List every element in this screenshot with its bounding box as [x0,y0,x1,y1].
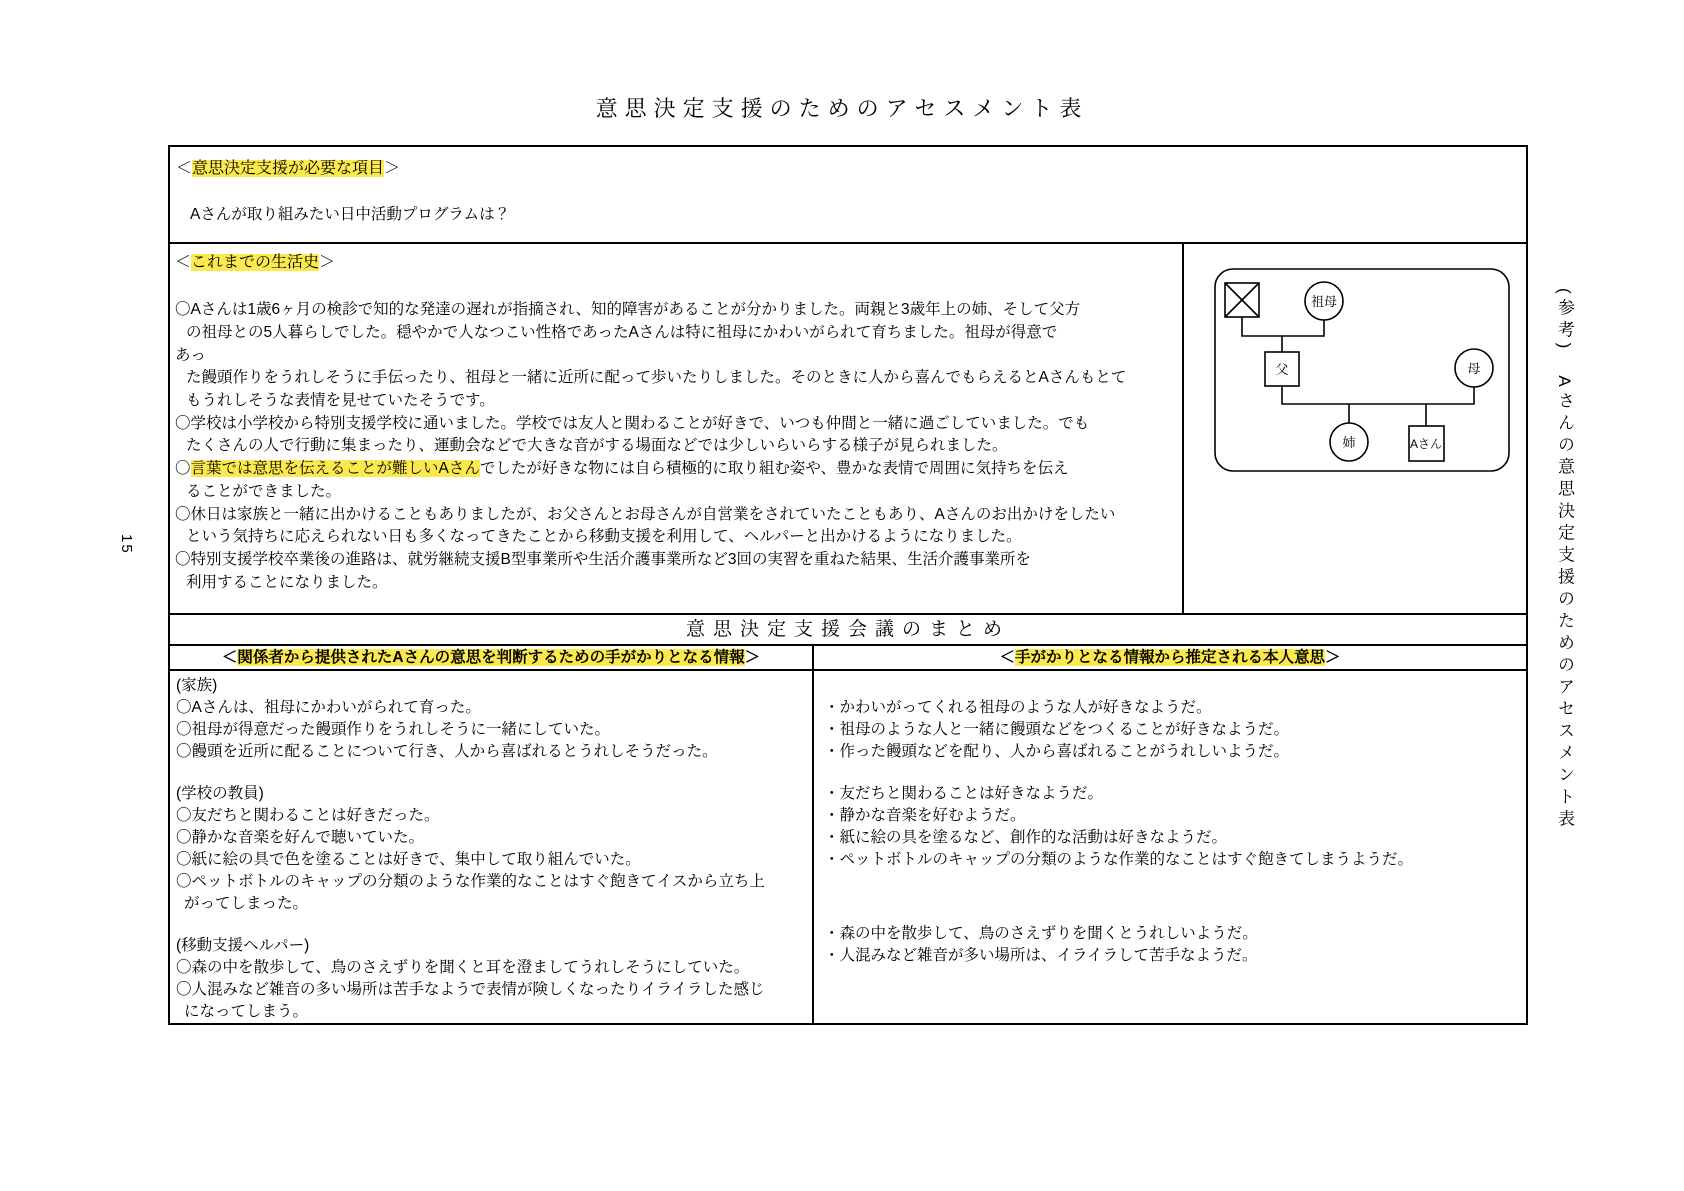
family-genogram [1184,244,1528,618]
inferred-item: ・友だちと関わることは好きなようだ。 [824,785,1104,802]
life-history-line: ることができました。 [186,482,342,500]
inferred-item: ・作った饅頭などを配り、人から喜ばれることがうれしいようだ。 [824,743,1290,760]
clue-item: 〇人混みなど雑音の多い場所は苦手なようで表情が険しくなったりイライラした感じ [176,981,765,998]
inferred-will-column-header-text: 手がかりとなる情報から推定される本人意思 [1014,649,1325,666]
section-life-history-row [170,244,1526,615]
clue-item: 〇ペットボトルのキャップの分類のような作業的なことはすぐ飽きてイスから立ち上 [176,873,765,890]
clues-column-header-text: 関係者から提供されたAさんの意思を判断するための手がかりとなる情報 [237,649,745,666]
genogram-label-sister: 姉 [1342,435,1356,451]
genogram-couple-line-parents [1282,386,1474,404]
highlight-line-post: でしたが好きな物には自ら積極的に取り組む姿や、豊かな表情で周囲に気持ちを伝え [479,460,1069,478]
clue-item-continued: がってしまった。 [184,895,309,912]
angle-open: ＜ [221,649,238,666]
inferred-item: ・ペットボトルのキャップの分類のような作業的なことはすぐ飽きてしまうようだ。 [824,851,1414,868]
genogram-label-person-a: Aさん [1409,437,1443,452]
items-needed-heading-text: 意思決定支援が必要な項目 [192,160,385,177]
clue-item: 〇友だちと関わることは好きだった。 [176,807,440,824]
inferred-will-block-family [824,697,1526,763]
highlight-line-pre: 〇 [175,460,191,478]
meeting-content-row [170,671,1526,1023]
meeting-column-headers [170,646,1526,671]
clue-item: 〇森の中を散歩して、鳥のさえずりを聞くと耳を澄ましてうれしそうにしていた。 [176,959,750,976]
inferred-will-column-header [814,646,1526,669]
source-label-helper: (移動支援ヘルパー) [176,937,310,954]
clue-item: 〇祖母が得意だった饅頭作りをうれしそうに一緒にしていた。 [176,721,611,738]
section-life-history [170,244,1184,613]
inferred-item: ・かわいがってくれる祖母のような人が好きなようだ。 [824,699,1212,716]
angle-open: ＜ [999,649,1015,666]
page-title: 意思決定支援のためのアセスメント表 [595,96,1089,121]
clues-column-header [170,646,814,669]
clue-item: 〇静かな音楽を好んで聴いていた。 [176,829,425,846]
clue-item: 〇紙に絵の具で色を塗ることは好きで、集中して取り組んでいた。 [176,851,641,868]
clue-item: 〇饅頭を近所に配ることについて行き、人から喜ばれるとうれしそうだった。 [176,743,718,760]
clue-item-continued: になってしまう。 [184,1003,309,1020]
section-items-needed-heading [176,155,1520,178]
highlight-line-text: 言葉では意思を伝えることが難しいAさん [190,460,480,478]
genogram-label-mother: 母 [1467,361,1481,377]
life-history-heading-text: これまでの生活史 [191,254,320,272]
angle-open: ＜ [175,254,192,272]
source-label-family: (家族) [176,677,218,694]
life-history-line: という気持ちに応えられない日も多くなってきたことから移動支援を利用して、ヘルパーと出かけるようになりました。 [186,528,1022,546]
life-history-line: 〇学校は小学校から特別支援学校に通いました。学校では友人と関わることが好きで、いつも仲間と一緒に過ごしていました。でも [175,414,1090,432]
assessment-table [168,145,1528,1025]
life-history-line: あっ [175,346,206,364]
genogram-couple-line-grandparents [1242,317,1324,336]
clues-column [170,671,814,1023]
life-history-line: 〇特別支援学校卒業後の進路は、就労継続支援B型事業所や生活介護事業所など3回の実習を重ねた結果、生活介護事業所を [175,550,1031,568]
life-history-line: もうれしそうな表情を見せていたそうです。 [186,392,495,410]
inferred-item: ・森の中を散歩して、鳥のさえずりを聞くとうれしいようだ。 [824,925,1258,942]
genogram-label-father: 父 [1275,362,1289,378]
inferred-item: ・人混みなど雑音が多い場所は、イライラして苦手なようだ。 [824,947,1258,964]
clue-item: 〇Aさんは、祖母にかわいがられて育った。 [176,699,481,716]
life-history-line: 利用することになりました。 [186,573,388,591]
life-history-line: 〇休日は家族と一緒に出かけることもありましたが、お父さんとお母さんが自営業をされていたこともあり、Aさんのお出かけをしたい [175,505,1116,523]
meeting-summary-title: 意思決定支援会議のまとめ [170,615,1526,646]
inferred-will-column [814,671,1526,1023]
page-number: 15 [118,534,135,555]
inferred-item: ・祖母のような人と一緒に饅頭などをつくることが好きなようだ。 [824,721,1290,738]
source-label-school: (学校の教員) [176,785,264,802]
side-caption: (参考) Aさんの意思決定支援のためのアセスメント表 [1555,288,1574,832]
items-needed-question: Aさんが取り組みたい日中活動プログラムは？ [190,206,511,223]
inferred-will-block-school [824,783,1526,871]
inferred-will-block-helper [824,923,1526,967]
angle-close: ＞ [384,160,401,177]
inferred-item: ・静かな音楽を好むようだ。 [824,807,1026,824]
inferred-item: ・紙に絵の具を塗るなど、創作的な活動は好きなようだ。 [824,829,1228,846]
life-history-line: た饅頭作りをうれしそうに手伝ったり、祖母と一緒に近所に配って歩いたりしました。そのときに人から喜んでもらえるとAさんもとて [186,369,1127,387]
angle-close: ＞ [319,254,336,272]
genogram-cell [1184,244,1526,613]
life-history-line: 〇Aさんは1歳6ヶ月の検診で知的な発達の遅れが指摘され、知的障害があることが分かりました。両親と3歳年上の姉、そして父方 [175,301,1081,319]
life-history-heading [175,249,1178,272]
life-history-line: たくさんの人で行動に集まったり、運動会などで大きな音がする場面などでは少しいらいらする様子が見られました。 [186,437,1008,455]
angle-close: ＞ [744,649,761,666]
genogram-label-grandmother: 祖母 [1310,294,1338,310]
life-history-line: の祖母との5人暮らしでした。穏やかで人なつこい性格であったAさんは特に祖母にかわいがられて育ちました。祖母が得意で [186,323,1058,341]
life-history-line-highlighted [175,458,1178,481]
section-items-needed [170,147,1526,244]
angle-close: ＞ [1325,649,1341,666]
angle-open: ＜ [176,160,193,177]
